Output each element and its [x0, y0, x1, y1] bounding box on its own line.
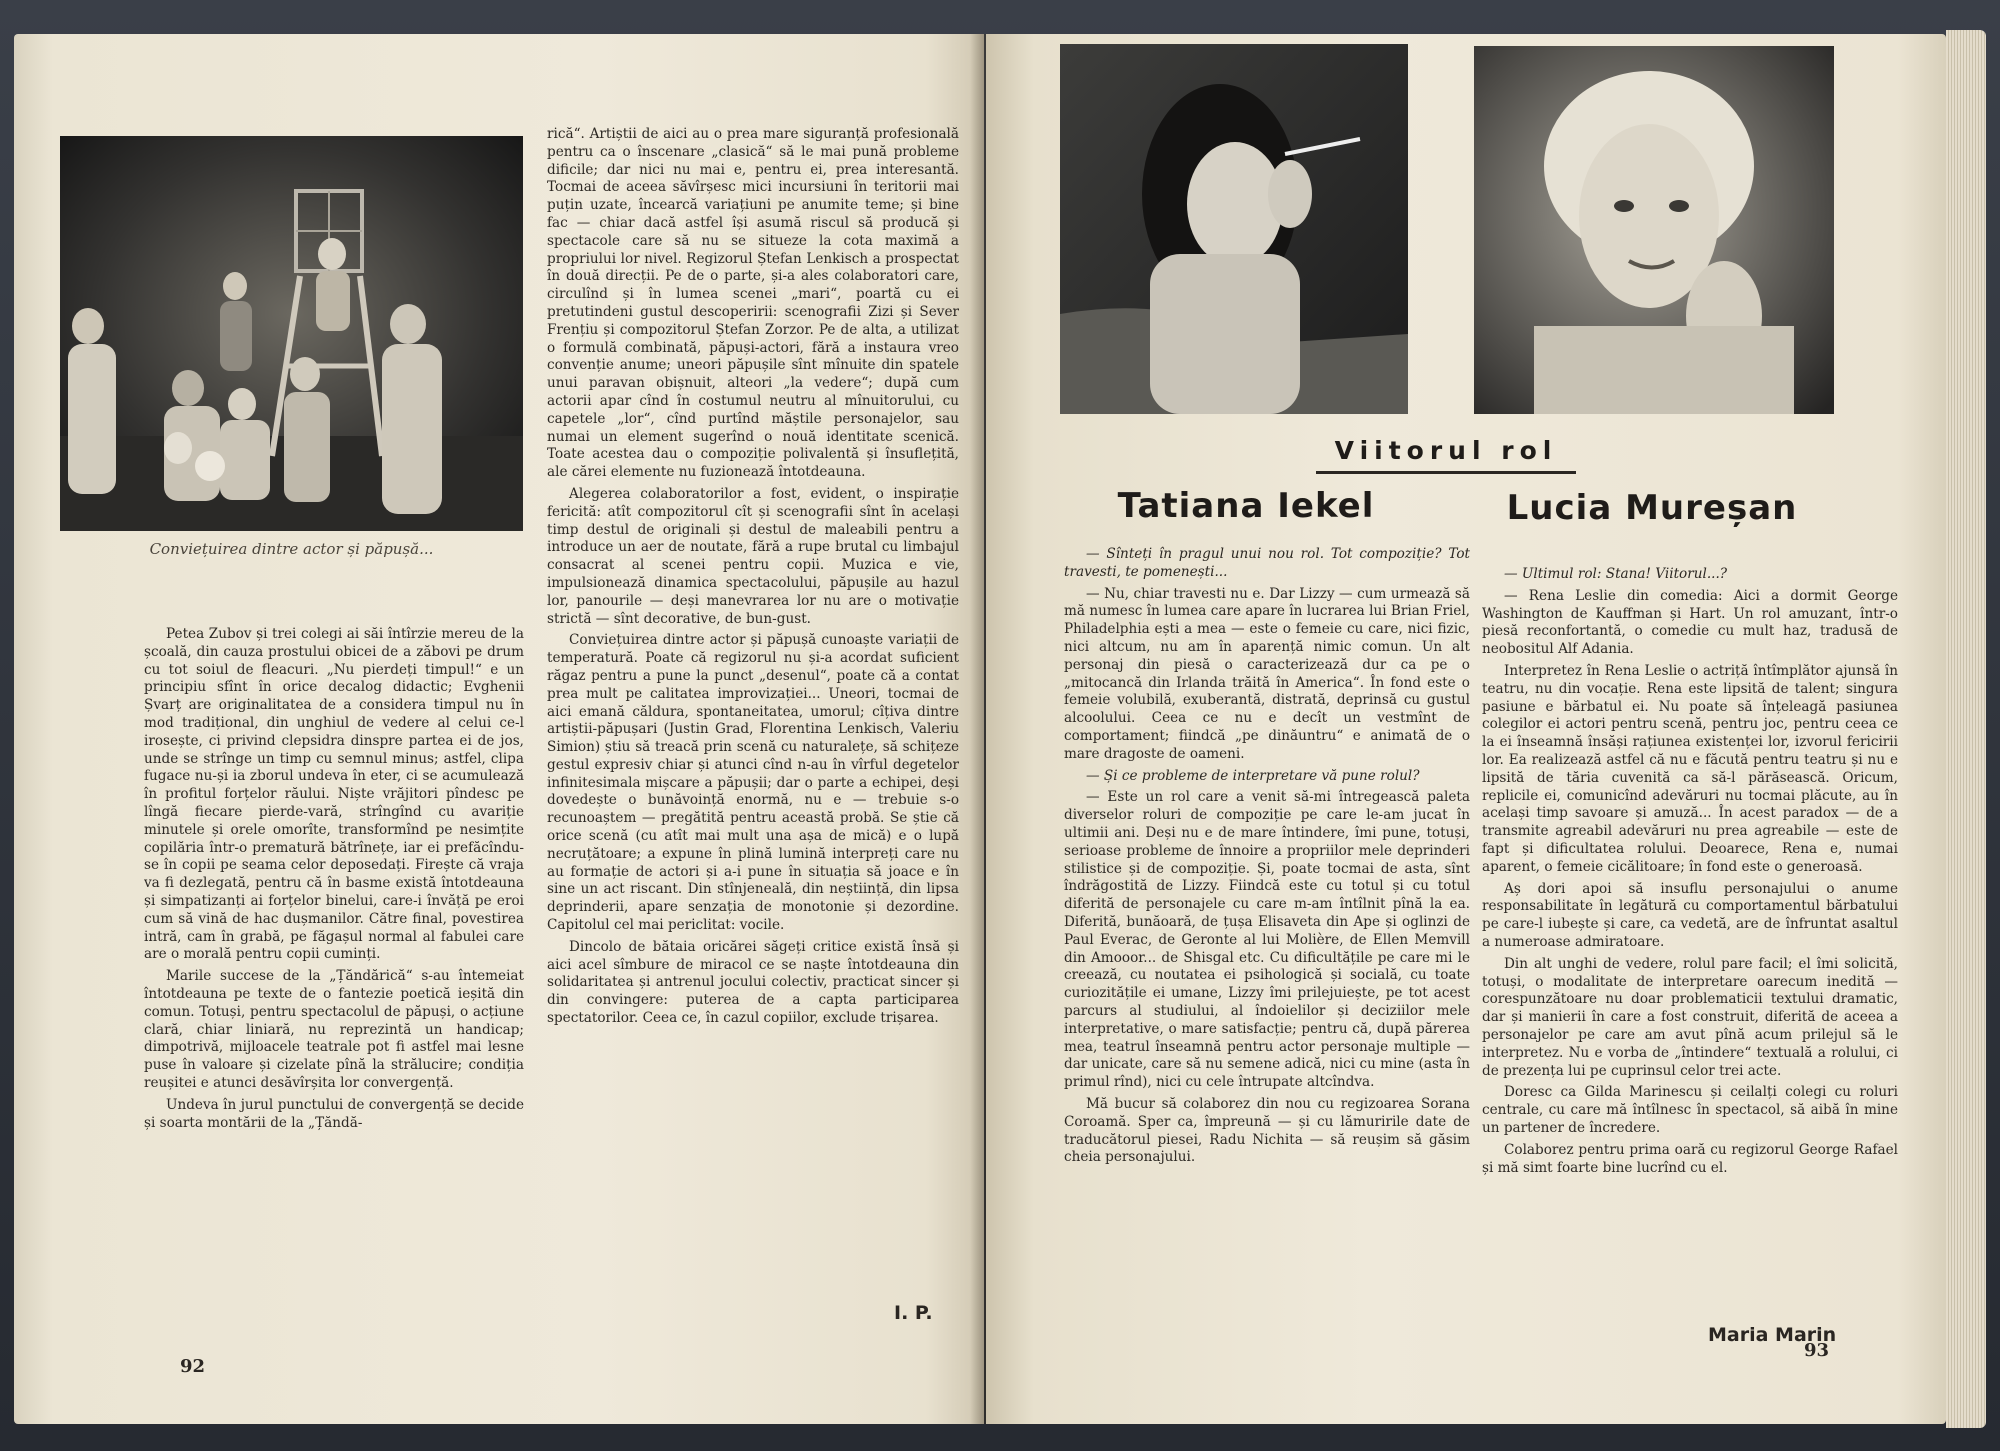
paragraph: — Rena Leslie din comedia: Aici a dormit George Washington de Kauffman și Hart. Un rol amuzant, într-o piesă reconfortantă, o comedie cu mult haz, tradusă de neobositul Alf Adania.	[1482, 587, 1898, 658]
paragraph: — Ultimul rol: Stana! Viitorul...?	[1504, 566, 1728, 582]
page-edges	[1946, 30, 1986, 1428]
left-column-1	[144, 626, 524, 1368]
page-number: 92	[180, 1356, 206, 1377]
paragraph: Marile succese de la „Țăndărică“ s-au întemeiat întotdeauna pe texte de o fantezie poetică ieșită din comun. Totuși, pentru spectacolul de păpuși, o acțiune clară, chiar liniară, nu reprezintă un handicap; dimpotrivă, mijloacele teatrale pot fi astfel mai lesne puse în valoare și cizelate pînă la strălucire; condiția reușitei e atunci desăvîrșita lor convergență.	[144, 968, 524, 1091]
portrait-image-lucia	[1474, 46, 1834, 414]
paragraph: Conviețuirea dintre actor și păpușă cunoaște variații de temperatură. Poate că regizorul nu și-a acordat suficient răgaz pentru a pune la punct „desenul“, poate că a contat prea mult pe calitatea improvizației... Uneori, tocmai de aici emană căldura, spontaneitatea, umorul; cîțiva dintre artiștii-păpușari (Justin Grad, Florentina Lenkisch, Valeriu Simion) știu să treacă prin scenă cu naturalețe, să schițeze gestul expresiv chiar și atunci cînd n-au în vîrful degetelor infinitesimala mișcare a păpușii; dar o parte a echipei, deși dovedește o bunăvoință enormă, nu e — trebuie s-o recunoaștem — pregătită pentru această probă. Se știe că orice scenă (cu atît mai mult una așa de mică) e o lupă necruțătoare; a expune în plină lumină interpreți care nu au formație de actori și a-i pune în situația să joace e în sine un act riscant. Din stînjeneală, din neștiință, din lipsa deprinderii, apare senzația de monotonie și dezordine. Capitolul cel mai periclitat: vocile.	[547, 632, 959, 934]
author-signature: Maria Marin	[1708, 1324, 1837, 1346]
title-rule	[1316, 471, 1576, 474]
author-signature: I. P.	[894, 1302, 933, 1324]
actress-portrait-right	[1474, 46, 1834, 414]
paragraph: — Este un rol care a venit să-mi întregească paleta diverselor roluri de compoziție pe care le-am jucat în ultimii ani. Deși nu e de mare întindere, îmi pune, totuși, serioase probleme de înnoire a propriilor mele deprinderi stilistice și de compoziție. Și, poate tocmai de asta, sînt îndrăgostită de Lizzy. Fiindcă este cu totul și cu totul diferită de personajele cu care m-am întîlnit pînă la ea. Diferită, bunăoară, de țușa Elisaveta din Ape și oglinzi de Paul Everac, de Geronte al lui Molière, de Ellen Memvill din Amooor... de Shisgal etc. Cu dificultățile pe care mi le creează, cu noutatea ei psihologică și socială, cu toate curiozitățile ei umane, Lizzy îmi prilejuiește, pe tot acest parcurs al studiului, al îndoielilor și deciziilor mele interpretative, o mare satisfacție; pentru că, după părerea mea, teatrul înseamnă pentru actor personaje multiple — dar unicate, care să nu semene adică, nici cu mine (asta în primul rînd), nici cu cele întrupate altcîndva.	[1064, 789, 1470, 1091]
actress-portrait-left	[1060, 44, 1408, 414]
name-heading-left: Tatiana Iekel	[1117, 486, 1375, 526]
paragraph: Din alt unghi de vedere, rolul pare facil; el îmi solicită, totuși, o modalitate de interpretare oarecum inedită — corespunzătoare nu doar problematicii textului dramatic, dar și manierii în care a fost construit, diferită de aceea a personajelor pe care am avut pînă acum prilejul să le interpretez. Nu e vorba de „întindere“ textuală a rolului, ci de prezența lui pe cuprinsul celor trei acte.	[1482, 955, 1898, 1079]
paragraph: Undeva în jurul punctului de convergență se decide și soarta montării de la „Țăndă-	[144, 1096, 524, 1131]
paragraph: Dincolo de bătaia oricărei săgeți critice există însă și aici acel sîmbure de miracol ce se naște întotdeauna din solidaritatea și antrenul jocului colectiv, practicat sincer și din convingere: puterea de a capta participarea spectatorilor. Ceea ce, în cazul copiilor, exclude trișarea.	[547, 938, 959, 1027]
paragraph: — Sînteți în pragul unui nou rol. Tot compoziție? Tot travesti, te pomenești...	[1064, 546, 1470, 580]
paragraph: Aș dori apoi să insuflu personajului o anume responsabilitate în legătură cu comportamentul bărbatului pe care-l iubește și care, ca vedetă, are de înfruntat asaltul a numeroase admiratoare.	[1482, 880, 1898, 950]
paragraph: Alegerea colaboratorilor a fost, evident, o inspirație fericită: atît compozitorul cît și scenografii sînt în același timp destul de originali și destul de maleabili pentru a introduce un aer de noutate, fără a rupe brutal cu limbajul consacrat al scenei pentru copii. Muzica e vie, impulsionează dinamica spectacolului, păpușile au hazul lor, panourile — deși manevrarea lor nu are o motivație strictă — sînt decorative, de bun-gust.	[547, 485, 959, 627]
paragraph: Doresc ca Gilda Marinescu și ceilalți colegi cu roluri centrale, cu care mă întîlnesc în spectacol, să aibă în mine un partener de încredere.	[1482, 1084, 1898, 1136]
photo-caption: Conviețuirea dintre actor și păpușă...	[149, 540, 434, 558]
portrait-image-tatiana	[1060, 44, 1408, 414]
left-column-2	[547, 126, 959, 1309]
paragraph: Petea Zubov și trei colegi ai săi întîrzie mereu de la școală, din cauza prostului obicei de a zăbovi pe drum cu tot soiul de fleacuri. „Nu pierdeți timpul!“ e un principiu sfînt în orice decalog didactic; Evghenii Șvarț are originalitatea de a considera timpul nu în mod tradițional, din unghiul de vedere al celui ce-l irosește, ci privind clepsidra dinspre partea ei de jos, unde se strînge un timp cu semnul minus; astfel, clipa fugace nu-și ia zborul undeva în eter, ci se acumulează în profitul forțelor răului. Niște vrăjitori pîndesc pe lîngă fiecare pierde-vară, strîngînd cu avariție minutele și orele omorîte, transformînd pe nesimțite copilăria într-o prematură bătrînețe, iar ei prefăcîndu-se în copii pe seama celor deposedați. Firește că vraja va fi dezlegată, pentru că în basme există întotdeauna și simpatizanți ai forțelor binelui, care-i învăță pe eroi cum să vină de hac dușmanilor. Către final, povestirea intră, cam în grabă, pe făgașul normal al fabulei care are o morală pentru copii cuminți.	[144, 626, 524, 963]
name-heading-right: Lucia Mureșan	[1506, 488, 1798, 528]
left-page	[14, 34, 984, 1424]
paragraph: Interpretez în Rena Leslie o actriță întîmplător ajunsă în teatru, nu din vocație. Rena este lipsită de talent; singura pasiune e bărbatul ei. Nu poate să înțeleagă pasiunea colegilor ei actori pentru scenă, pentru joc, pentru ceea ce la ei înseamnă însăși rațiunea existenței lor, izvorul fericirii lor. Ea realizează astfel că nu e făcută pentru teatru și nu e lipsită de tăria cuvenită ca să-l părăsească. Oricum, replicile ei, comunicînd adevăruri nu tocmai plăcute, au în același timp savoare și amuză... În acest paradox — de a transmite agreabil adevăruri nu prea agreabile — este de fapt și dificultatea rolului. Deoarece, Rena e, numai aparent, o femeie cicălitoare; în fond este o generoasă.	[1482, 662, 1898, 875]
right-column-1	[1064, 546, 1470, 1386]
right-column-2	[1482, 566, 1898, 1316]
paragraph: rică“. Artiștii de aici au o prea mare siguranță profesională pentru ca o înscenare „clasică“ să le mai pună probleme dificile; dar nici nu mai e, pentru ei, prea interesantă. Tocmai de aceea săvîrșesc mici incursiuni în teritorii mai puțin uzate, încearcă variațiuni pe anumite teme; și bine fac — chiar dacă astfel își asumă riscul să producă și spectacole care să nu se situeze la cota maximă a propriului lor nivel. Regizorul Ștefan Lenkisch a prospectat în două direcții. Pe de o parte, și-a ales colaboratori care, circulînd și în lumea scenei „mari“, poartă cu ei pretutindeni gustul descoperirii: scenografii Zizi și Sever Frențiu și compozitorul Ștefan Zorzor. Pe de alta, a utilizat o formulă combinată, păpuși-actori, fără a instaura vreo convenție anume; uneori păpușile sînt mînuite din spatele unui paravan obișnuit, alteori „la vedere“; după cum actorii apar cînd în costumul neutru al mînuitorului, cu capetele „lor“, cînd purtînd măștile personajelor, sau numai un element sugerînd o nouă identitate scenică. Toate acestea dau o compoziție polivalentă și însuflețită, ale cărei elemente nu fuzionează întotdeauna.	[547, 126, 959, 481]
right-page	[986, 34, 1946, 1424]
puppet-stage-photo	[60, 136, 523, 531]
paragraph: Colaborez pentru prima oară cu regizorul George Rafael și mă simt foarte bine lucrînd cu el.	[1482, 1141, 1898, 1176]
paragraph: — Nu, chiar travesti nu e. Dar Lizzy — cum urmează să mă numesc în lumea care apare în lucrarea lui Brian Friel, Philadelphia ești a mea — este o femeie cu care, nici fizic, nici altcum, nu am în aparență nimic comun. Un alt personaj din piesă o caracterizează dur ca pe o „mitocancă din Irlanda trăită în America“. În fond este o femeie volubilă, exuberantă, distrată, deprinsă cu gustul alcoolului. Ceea ce nu e decît un vestmînt de comportament; fiindcă „pe dinăuntru“ e animată de o mare dragoste de oameni.	[1064, 585, 1470, 762]
paragraph: — Și ce probleme de interpretare vă pune rolul?	[1086, 767, 1420, 784]
stage-photo-image	[60, 136, 523, 531]
paragraph: Mă bucur să colaborez din nou cu regizoarea Sorana Coroamă. Sper ca, împreună — și cu lămuririle date de traducătorul piesei, Radu Nichita — să reușim să găsim cheia personajului.	[1064, 1095, 1470, 1166]
page-number: 93	[1804, 1340, 1830, 1361]
section-title: Viitorul rol	[1334, 436, 1558, 465]
